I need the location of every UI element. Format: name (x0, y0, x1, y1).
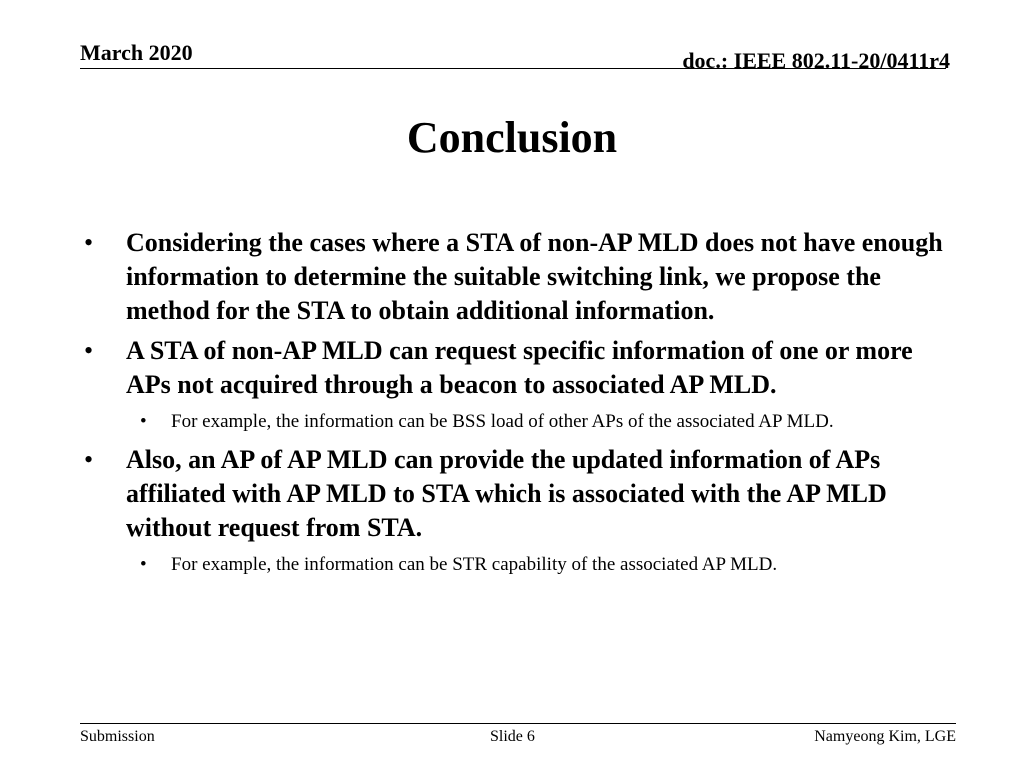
footer-divider (80, 723, 956, 724)
sub-bullet-text: For example, the information can be BSS load of other APs of the associated AP MLD. (171, 411, 834, 432)
header-doc-id: doc.: IEEE 802.11-20/0411r4 (682, 48, 950, 73)
bullet-icon: • (84, 228, 94, 257)
bullet-icon: • (84, 336, 94, 365)
header-divider (80, 68, 946, 69)
slide-content (80, 226, 950, 586)
bullet-text: Considering the cases where a STA of non-AP MLD does not have enough information to determine the suitable switching link, we propose the method for the STA to obtain additional information. (126, 228, 943, 325)
sub-bullet-icon: • (140, 554, 147, 575)
bullet-icon: • (84, 445, 94, 474)
footer-submission: Submission (80, 728, 155, 745)
slide-title: Conclusion (406, 113, 618, 162)
sub-bullet-icon: • (140, 411, 147, 432)
bullet-item (80, 443, 950, 545)
sub-bullet-text: For example, the information can be STR capability of the associated AP MLD. (171, 554, 778, 575)
bullet-text: A STA of non-AP MLD can request specific information of one or more APs not acquired through a beacon to associated AP MLD. (126, 336, 913, 399)
bullet-text: Also, an AP of AP MLD can provide the updated information of APs affiliated with AP MLD to STA which is associated with the AP MLD without request from STA. (126, 445, 887, 542)
sub-bullet-item (80, 408, 911, 435)
header-date: March 2020 (80, 40, 193, 65)
footer-slide-number: Slide 6 (490, 728, 535, 745)
bullet-item (80, 334, 950, 402)
footer-author: Namyeong Kim, LGE (814, 728, 956, 745)
bullet-item (80, 226, 950, 328)
sub-bullet-item (80, 551, 971, 578)
